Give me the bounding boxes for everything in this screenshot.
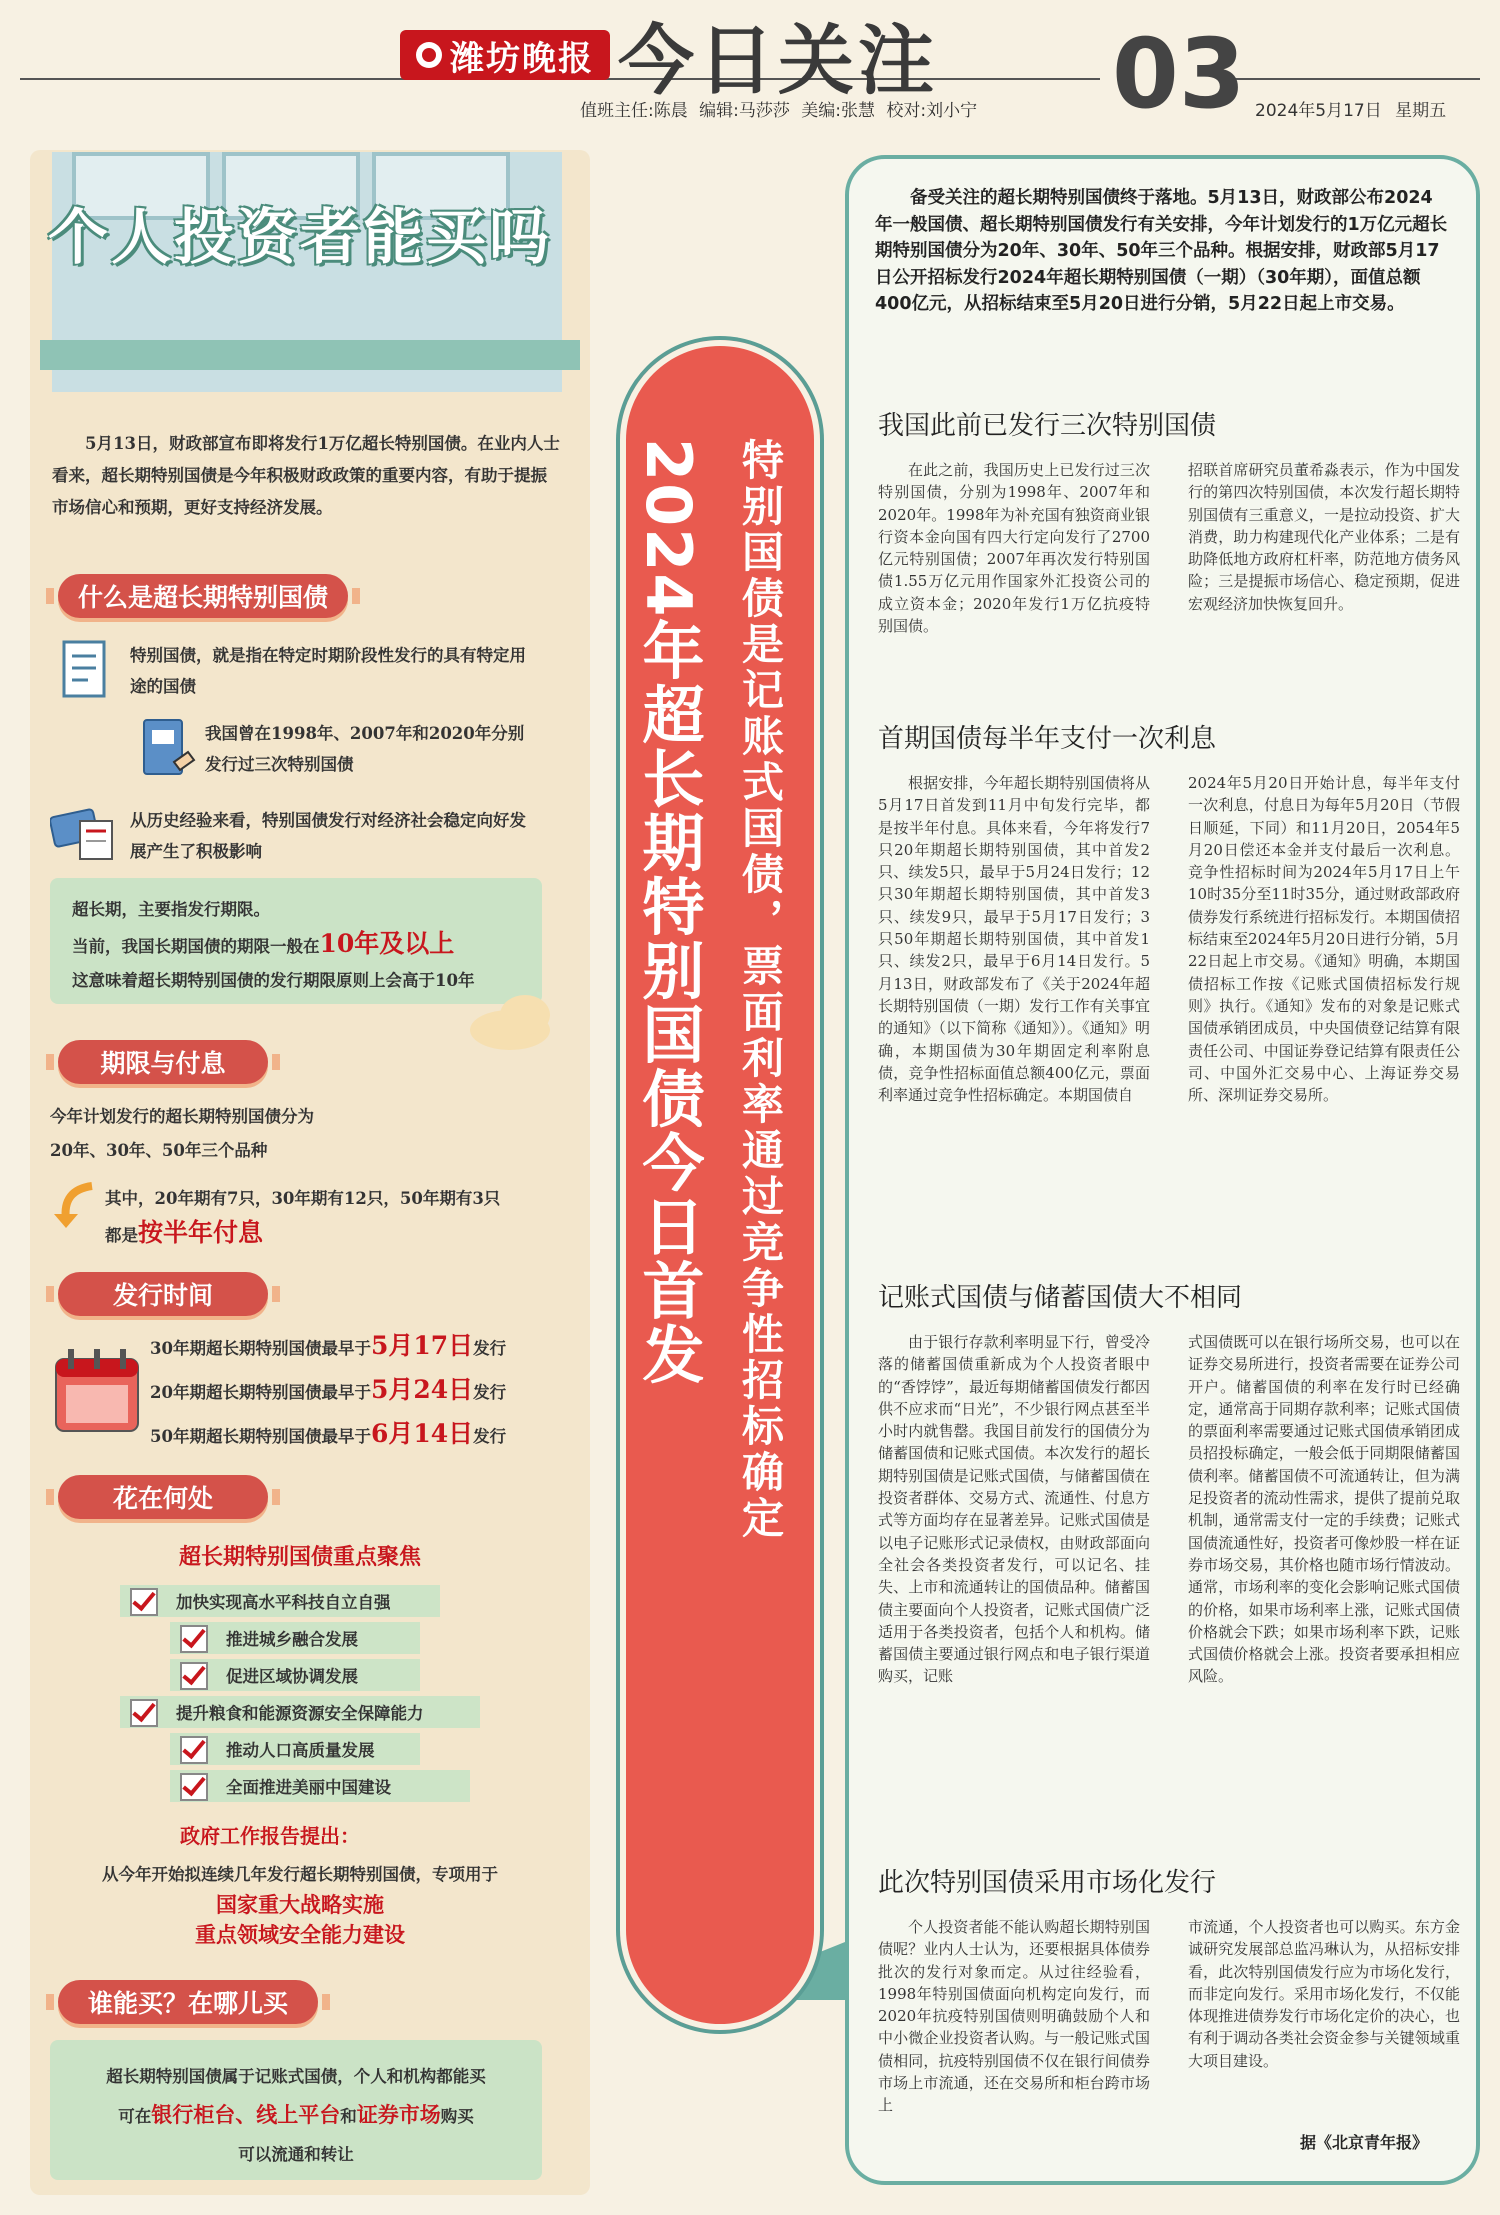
checkbox-icon	[180, 1625, 208, 1653]
article-body-col2: 式国债既可以在银行场所交易，也可以在证券交易所进行，投资者需要在证券公司开户。储蓄国债的利率在发行时已经确定，通常高于同期存款利率；记账式国债的票面利率需要通过记账式国债承销团成员招投标确定，一般会低于同期限储蓄国债利率。储蓄国债不可流通转让，但为满足投资者的流动性需求，提供了提前兑取机制，通常需支付一定的手续费；记账式国债流通性好，投资者可像炒股一样在证券市场交易，其价格也随市场行情波动。通常，市场利率的变化会影响记账式国债的价格，如果市场利率上涨，记账式国债价格就会下跌；如果市场利率下跌，记账式国债价格就会上涨。投资者要承担相应风险。	[1188, 1333, 1460, 1686]
checkbox-icon	[180, 1773, 208, 1801]
calendar-icon	[52, 1345, 142, 1435]
focus-item-label: 推动人口高质量发展	[226, 1741, 375, 1760]
focus-item-label: 推进城乡融合发展	[226, 1630, 358, 1649]
heading-where: 花在何处	[58, 1475, 268, 1519]
checkbox-icon	[180, 1736, 208, 1764]
report-heading: 政府工作报告提出：	[180, 1824, 360, 1848]
heading-what: 什么是超长期特别国债	[58, 574, 348, 618]
dateline	[1255, 96, 1446, 121]
issue-row-post: 发行	[473, 1339, 507, 1358]
issue-row-date: 5月17日	[370, 1331, 474, 1360]
staff-line: 值班主任:陈晨 编辑:马莎莎 美编:张慧 校对:刘小宁	[580, 101, 978, 121]
issue-row-pre: 50年期超长期特别国债最早于	[150, 1427, 371, 1446]
headline: 2024年超长期特别国债今日首发	[632, 438, 705, 1387]
payment-card-icon	[50, 805, 120, 861]
banner-title: 个人投资者能买吗	[48, 203, 552, 273]
window-sill	[40, 340, 580, 370]
notebook-icon	[140, 718, 196, 782]
lead-paragraph: 备受关注的超长期特别国债终于落地。5月13日，财政部公布2024年一般国债、超长期特别国债发行有关安排，今年计划发行的1万亿元超长期特别国债分为20年、30年、50年三个品种。根据安排，财政部5月17日公开招标发行2024年超长期特别国债（一期）（30年期），面值总额400亿元，从招标结束至5月20日进行分销，5月22日起上市交易。	[875, 188, 1448, 314]
checkbox-icon	[130, 1588, 158, 1616]
report-text: 从今年开始拟连续几年发行超长期特别国债，专项用于 国家重大战略实施 重点领域安全能力建设	[102, 1865, 498, 1947]
term-detail: 其中，20年期有7只，30年期有12只，50年期有3只 都是按半年付息	[105, 1189, 501, 1247]
focus-item	[170, 1733, 420, 1765]
focus-item-label: 加快实现高水平科技自立自强	[176, 1593, 391, 1612]
focus-item	[170, 1770, 470, 1802]
heading-issue: 发行时间	[58, 1272, 268, 1316]
section-heading: 我国此前已发行三次特别国债	[878, 411, 1217, 441]
section-heading: 此次特别国债采用市场化发行	[878, 1868, 1217, 1898]
article-body-col1: 个人投资者能不能认购超长期特别国债呢？业内人士认为，还要根据具体债券批次的发行对象而定。从过往经验看，1998年特别国债面向机构定向发行，而2020年抗疫特别国债则明确鼓励个人和中小微企业投资者认购。与一般记账式国债相同，抗疫特别国债不仅在银行间债券市场上市流通，还在交易所和柜台跨市场上	[878, 1918, 1150, 2115]
focus-item-label: 提升粮食和能源资源安全保障能力	[176, 1704, 424, 1723]
issue-date-row	[150, 1330, 570, 1364]
article-body-col1: 根据安排，今年超长期特别国债将从5月17日首发到11月中旬发行完毕，都是按半年付息。具体来看，今年将发行7只20年期超长期特别国债，其中首发2只、续发5只，最早于5月24日发行；12只30年期超长期特别国债，其中首发3只、续发9只，最早于5月17日发行；3只50年期超长期特别国债，其中首发1只、续发2只，最早于6月14日发行。5月13日，财政部发布了《关于2024年超长期特别国债（一期）发行工作有关事宜的通知》（以下简称《通知》）。《通知》明确，本期国债为30年期固定利率附息债，竞争性招标面值总额400亿元，票面利率通过竞争性招标确定。本期国债自	[878, 774, 1150, 1105]
issue-row-date: 5月24日	[370, 1375, 474, 1404]
section-heading: 首期国债每半年支付一次利息	[878, 724, 1217, 754]
document-icon	[62, 640, 110, 702]
issue-row-post: 发行	[473, 1427, 507, 1446]
newspaper-logo: 潍坊晚报	[400, 30, 610, 80]
curved-arrow-icon	[52, 1180, 98, 1230]
intro-text: 5月13日，财政部宣布即将发行1万亿超长特别国债。在业内人士看来，超长期特别国债是今年积极财政政策的重要内容，有助于提振市场信心和预期，更好支持经济发展。	[52, 434, 560, 517]
section-title: 今日关注	[618, 16, 938, 105]
page-number: 03	[1112, 18, 1246, 130]
article-body-col2: 市流通，个人投资者也可以购买。东方金诚研究发展部总监冯琳认为，从招标安排看，此次特别国债发行应为市场化发行，而非定向发行。采用市场化发行，不仅能体现推进债券发行市场化定价的决心，也有利于调动各类社会资金参与关键领域重大项目建设。	[1188, 1918, 1460, 2070]
checkbox-icon	[180, 1662, 208, 1690]
subheadline: 特别国债是记账式国债，票面利率通过竞争性招标确定	[736, 438, 785, 1542]
focus-item	[120, 1696, 480, 1728]
checkbox-icon	[130, 1699, 158, 1727]
issue-row-date: 6月14日	[370, 1419, 474, 1448]
what-item-3: 从历史经验来看，特别国债发行对经济社会稳定向好发展产生了积极影响	[130, 811, 526, 861]
focus-item	[170, 1659, 420, 1691]
logo-icon	[416, 42, 442, 68]
date: 2024年5月17日	[1255, 101, 1382, 121]
article-body-col1: 在此之前，我国历史上已发行过三次特别国债，分别为1998年、2007年和2020年。1998年为补充国有独资商业银行资本金向国有四大行定向发行了2700亿元特别国债；2007年再次发行特别国债1.55万亿元用作国家外汇投资公司的成立资本金；2020年发行1万亿抗疫特别国债。	[878, 461, 1150, 636]
focus-item-label: 全面推进美丽中国建设	[226, 1778, 391, 1797]
weekday: 星期五	[1395, 101, 1447, 121]
article-body-col2: 2024年5月20日开始计息，每半年支付一次利息，付息日为每年5月20日（节假日顺延，下同）和11月20日，2054年5月20日偿还本金并支付最后一次利息。竞争性招标时间为2024年5月17日上午10时35分至11时35分，通过财政部政府债券发行系统进行招标发行。本期国债招标结束至2024年5月20日进行分销，5月22日起上市交易。《通知》明确，本期国债招标工作按《记账式国债招标发行规则》执行。《通知》发布的对象是记账式国债承销团成员，中央国债登记结算有限责任公司、中国证券登记结算有限责任公司、中国外汇交易中心、上海证券交易所、深圳证券交易所。	[1188, 774, 1460, 1105]
focus-item	[120, 1585, 440, 1617]
issue-row-pre: 20年期超长期特别国债最早于	[150, 1383, 371, 1402]
section-heading: 记账式国债与储蓄国债大不相同	[878, 1283, 1243, 1313]
purchase-text: 超长期特别国债属于记账式国债，个人和机构都能买 可在银行柜台、线上平台和证券市场购买 可以流通和转让	[106, 2067, 486, 2164]
definition-text: 超长期，主要指发行期限。 当前，我国长期国债的期限一般在10年及以上 这意味着超长期特别国债的发行期限原则上会高于10年	[72, 900, 475, 990]
heading-term: 期限与付息	[58, 1040, 268, 1084]
source-credit: 据《北京青年报》	[1300, 2133, 1429, 2152]
issue-date-row	[150, 1374, 570, 1408]
article-body-col1: 由于银行存款利率明显下行，曾受冷落的储蓄国债重新成为个人投资者眼中的“香饽饽”，最近每期储蓄国债发行都因供不应求而“日光”，不少银行网点甚至半小时内就售罄。我国目前发行的国债分为储蓄国债和记账式国债。本次发行的超长期特别国债是记账式国债，与储蓄国债在投资者群体、交易方式、流通性、付息方式等方面均存在显著差异。记账式国债是以电子记账形式记录债权，由财政部面向全社会各类投资者发行，可以记名、挂失、上市和流通转让的国债品种。储蓄国债主要面向个人投资者，记账式国债广泛适用于各类投资者，包括个人和机构。储蓄国债主要通过银行网点和电子银行渠道购买，记账	[878, 1333, 1150, 1686]
what-item-1: 特别国债，就是指在特定时期阶段性发行的具有特定用途的国债	[130, 646, 526, 696]
heading-who: 谁能买？在哪儿买	[58, 1980, 318, 2024]
focus-item-label: 促进区域协调发展	[226, 1667, 358, 1686]
focus-item	[170, 1622, 420, 1654]
masthead-rule-right	[1235, 78, 1480, 80]
term-text: 今年计划发行的超长期特别国债分为 20年、30年、50年三个品种	[50, 1107, 314, 1160]
issue-row-pre: 30年期超长期特别国债最早于	[150, 1339, 371, 1358]
article-body-col2: 招联首席研究员董希淼表示，作为中国发行的第四次特别国债，本次发行超长期特别国债有三重意义，一是拉动投资、扩大消费，助力构建现代化产业体系；二是有助降低地方政府杠杆率，防范地方债务风险；三是提振市场信心、稳定预期，促进宏观经济加快恢复回升。	[1188, 461, 1460, 613]
issue-row-post: 发行	[473, 1383, 507, 1402]
what-item-2: 我国曾在1998年、2007年和2020年分别发行过三次特别国债	[205, 724, 525, 774]
focus-heading: 超长期特别国债重点聚焦	[178, 1544, 421, 1570]
issue-date-row	[150, 1418, 570, 1452]
